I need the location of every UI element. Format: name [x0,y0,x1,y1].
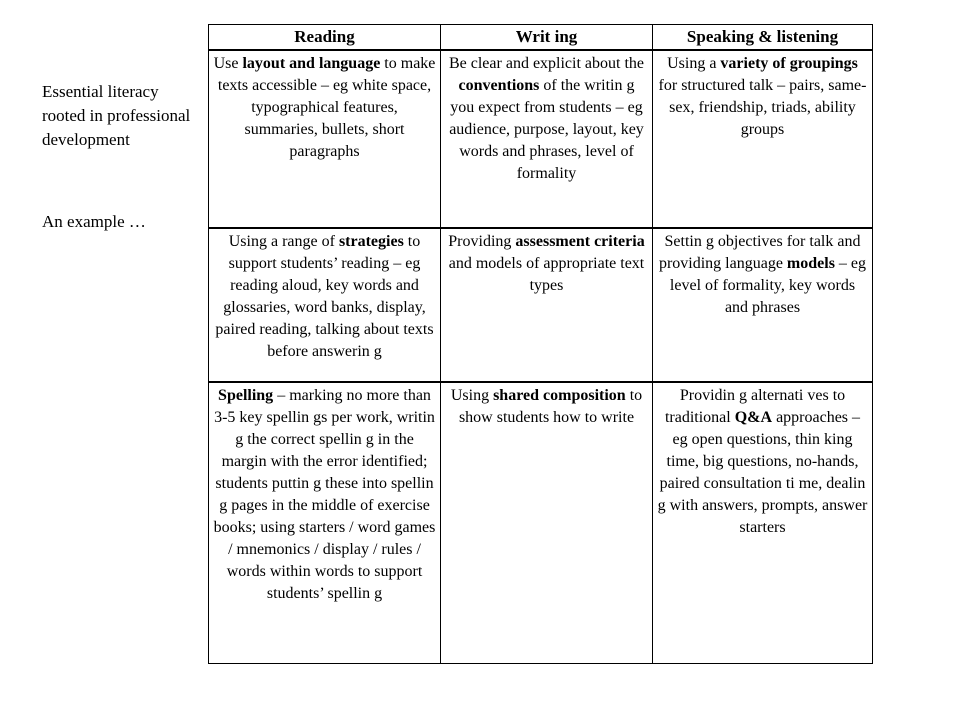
literacy-table [208,24,873,664]
cell-text: Settin g objectives for talk and providing language [658,233,861,272]
cell-text: Use [213,55,243,72]
cell-bold-text: strategies [338,233,404,250]
cell-text: to make texts accessible – eg white space, typographical features, summaries, bullets, short paragraphs [217,55,436,160]
cell-text: to support students’ reading – eg reading aloud, key words and glossaries, word banks, display, paired reading, talking about texts before answerin g [215,233,434,360]
sidebar [42,80,202,234]
cell-bold-text: shared composition [493,387,626,404]
cell-text: Using [450,387,494,404]
table-row [209,382,873,664]
cell-text: Using a [667,55,721,72]
table-row [209,50,873,228]
cell-bold-text: Spelling [218,387,274,404]
table-cell [441,228,653,382]
cell-bold-text: layout and language [242,55,381,72]
cell-text: Be clear and explicit about the [448,55,645,72]
table-cell [653,50,873,228]
table-cell [209,228,441,382]
table-cell [209,50,441,228]
cell-text: and models of appropriate text types [448,255,645,294]
cell-text: – marking no more than 3-5 key spellin gs per work, writin g the correct spellin g in the margin with the error identified; students puttin g these into spellin g pages in the middle of exercise books; using starters / word games / mnemonics / display / rules / words within words to support students’ spellin g [213,387,436,602]
cell-text: – eg level of formality, key words and phrases [669,255,867,316]
cell-text: for structured talk – pairs, same-sex, friendship, triads, ability groups [658,77,867,138]
cell-bold-text: conventions [458,77,540,94]
cell-text: of the writin g you expect from students – eg audience, purpose, layout, key words and phrases, level of formality [449,77,644,182]
table-cell [653,382,873,664]
cell-bold-text: Q&A [734,409,773,426]
sidebar-heading: Essential literacy rooted in professional development [42,82,191,149]
cell-bold-text: models [786,255,835,272]
table-cell [653,228,873,382]
cell-bold-text: assessment criteria [515,233,645,250]
cell-text: Providing [448,233,516,250]
header-writing: Writ ing [441,25,653,51]
cell-bold-text: variety of groupings [720,55,858,72]
header-reading: Reading [209,25,441,51]
cell-text: Providin g alternati ves to traditional [664,387,846,426]
table-row [209,228,873,382]
table-cell [441,382,653,664]
cell-text: Using a range of [228,233,339,250]
cell-text: to show students how to write [458,387,643,426]
header-speaking-listening: Speaking & listening [653,25,873,51]
table-cell [441,50,653,228]
table-cell [209,382,441,664]
cell-text: approaches – eg open questions, thin king time, big questions, no-hands, paired consultation ti me, dealin g with answers, prompts, answer starters [657,409,868,536]
header-row [209,25,873,51]
sidebar-subheading: An example … [42,212,146,231]
